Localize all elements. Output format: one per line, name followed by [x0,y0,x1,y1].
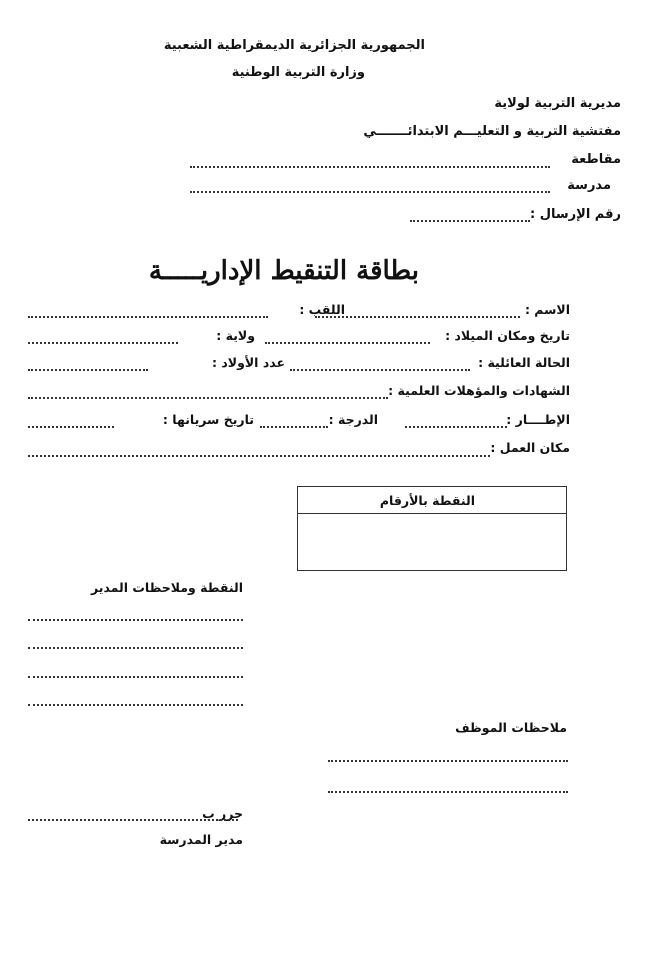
director-notes-line-4[interactable] [28,704,243,706]
school-dots[interactable] [190,191,550,193]
name-dots[interactable] [315,316,520,318]
ministry-name: وزارة التربية الوطنية [231,65,365,80]
republic-name: الجمهورية الجزائرية الديمقراطية الشعبية [163,38,425,53]
effective-date-dots[interactable] [28,426,114,428]
director-notes-label: النقطة وملاحظات المدير [90,580,243,595]
birth-dots[interactable] [265,342,430,344]
framework-dots[interactable] [405,426,507,428]
employee-notes-line-1[interactable] [328,760,568,762]
district-dots[interactable] [190,166,550,168]
director-notes-line-2[interactable] [28,647,243,649]
wilaya-dots[interactable] [28,342,178,344]
children-label: عدد الأولاد : [212,355,285,370]
surname-dots[interactable] [28,316,268,318]
employee-notes-line-2[interactable] [328,791,568,793]
director-notes-line-3[interactable] [28,676,243,678]
effective-date-label: تاريخ سريانها : [162,412,254,427]
written-at-dots[interactable] [28,819,238,821]
family-status-label: الحالة العائلية : [478,355,570,370]
district-label: مقاطعة [571,152,621,167]
director-notes-line-1[interactable] [28,619,243,621]
certificates-dots[interactable] [28,397,388,399]
workplace-label: مكان العمل : [490,440,570,455]
document-title: بطاقة التنقيط الإداريـــــة [148,256,419,286]
school-label: مدرسة [567,178,611,193]
workplace-dots[interactable] [28,455,490,457]
dispatch-number-dots[interactable] [410,220,530,222]
wilaya-label: ولاية : [216,328,255,343]
inspectorate-label: مفتشية التربية و التعليـــم الابتدائـــــــي [363,124,621,139]
grade-label: الدرجة : [328,412,378,427]
written-at-label: حرر ب [202,806,243,821]
score-box-title: النقطة بالأرقام [379,493,475,508]
grade-dots[interactable] [260,426,328,428]
certificates-label: الشهادات والمؤهلات العلمية : [388,383,570,398]
family-status-dots[interactable] [290,369,470,371]
children-dots[interactable] [28,369,148,371]
score-box[interactable] [297,486,567,571]
name-label: الاسم : [524,302,570,317]
school-director-label: مدير المدرسة [159,832,243,847]
surname-label: اللقب : [299,302,345,317]
directorate-label: مديرية التربية لولاية [494,96,621,111]
framework-label: الإطــــار : [506,412,570,427]
birth-label: تاريخ ومكان الميلاد : [445,328,570,343]
employee-notes-label: ملاحظات الموظف [455,720,567,735]
dispatch-number-label: رقم الإرسال : [529,207,621,222]
